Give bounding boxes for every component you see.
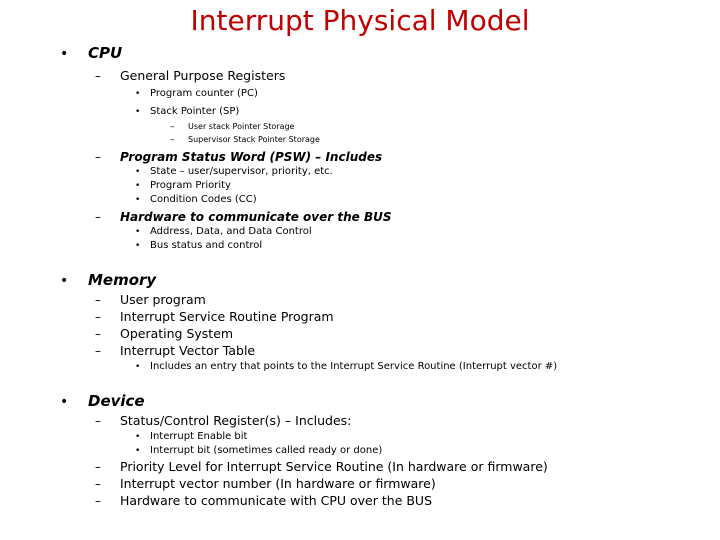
section-device: Device <box>88 392 145 410</box>
section-memory: Memory <box>88 271 157 289</box>
psw-item: State – user/supervisor, priority, etc. <box>150 166 333 177</box>
memory-item: Operating System <box>120 326 234 341</box>
gpr-item: Program counter (PC) <box>150 88 258 99</box>
bullet-dash: – <box>95 494 101 508</box>
bullet-dash: – <box>95 310 101 324</box>
bullet-dot: • <box>60 273 69 289</box>
bullet-dot: • <box>135 89 141 99</box>
memory-item: Interrupt Service Routine Program <box>120 309 334 324</box>
bullet-dot: • <box>135 241 141 251</box>
memory-item: Interrupt Vector Table <box>120 343 256 358</box>
bullet-dash: – <box>95 327 101 341</box>
sp-item: User stack Pointer Storage <box>188 122 295 131</box>
hw-item: Address, Data, and Data Control <box>150 226 312 237</box>
memory-item: User program <box>120 292 206 307</box>
ivt-item: Includes an entry that points to the Interrupt Service Routine (Interrupt vector #) <box>150 361 558 372</box>
bullet-dash: – <box>170 135 175 145</box>
bullet-dot: • <box>135 181 141 191</box>
bullet-dash: – <box>95 69 101 83</box>
sp-item: Supervisor Stack Pointer Storage <box>188 135 320 144</box>
bullet-dot: • <box>135 227 141 237</box>
bullet-dot: • <box>60 46 69 62</box>
psw-item: Condition Codes (CC) <box>150 194 257 205</box>
bullet-dash: – <box>95 477 101 491</box>
bullet-dot: • <box>135 432 141 442</box>
status-item: Interrupt Enable bit <box>150 431 248 442</box>
bullet-dot: • <box>135 107 141 117</box>
gpr-item: Stack Pointer (SP) <box>150 106 240 117</box>
cpu-gpr-label: General Purpose Registers <box>120 68 286 83</box>
device-item: Hardware to communicate with CPU over the BUS <box>120 493 433 508</box>
bullet-dash: – <box>95 460 101 474</box>
status-item: Interrupt bit (sometimes called ready or done) <box>150 445 383 456</box>
cpu-psw-label: Program Status Word (PSW) – Includes <box>120 150 383 164</box>
bullet-dot: • <box>135 195 141 205</box>
bullet-dash: – <box>95 414 101 428</box>
bullet-dot: • <box>135 362 141 372</box>
psw-item: Program Priority <box>150 180 231 191</box>
bullet-dash: – <box>95 293 101 307</box>
slide-title: Interrupt Physical Model <box>190 4 530 37</box>
section-cpu: CPU <box>88 44 123 62</box>
bullet-dot: • <box>135 446 141 456</box>
bullet-dash: – <box>95 150 101 164</box>
bullet-dot: • <box>135 167 141 177</box>
bullet-dash: – <box>95 210 101 224</box>
bullet-dash: – <box>95 344 101 358</box>
bullet-dash: – <box>170 122 175 132</box>
cpu-hw-label: Hardware to communicate over the BUS <box>120 210 392 224</box>
hw-item: Bus status and control <box>150 240 263 251</box>
bullet-dot: • <box>60 394 69 410</box>
device-item: Priority Level for Interrupt Service Routine (In hardware or firmware) <box>120 459 548 474</box>
device-item: Interrupt vector number (In hardware or firmware) <box>120 476 436 491</box>
device-status-label: Status/Control Register(s) – Includes: <box>120 413 352 428</box>
